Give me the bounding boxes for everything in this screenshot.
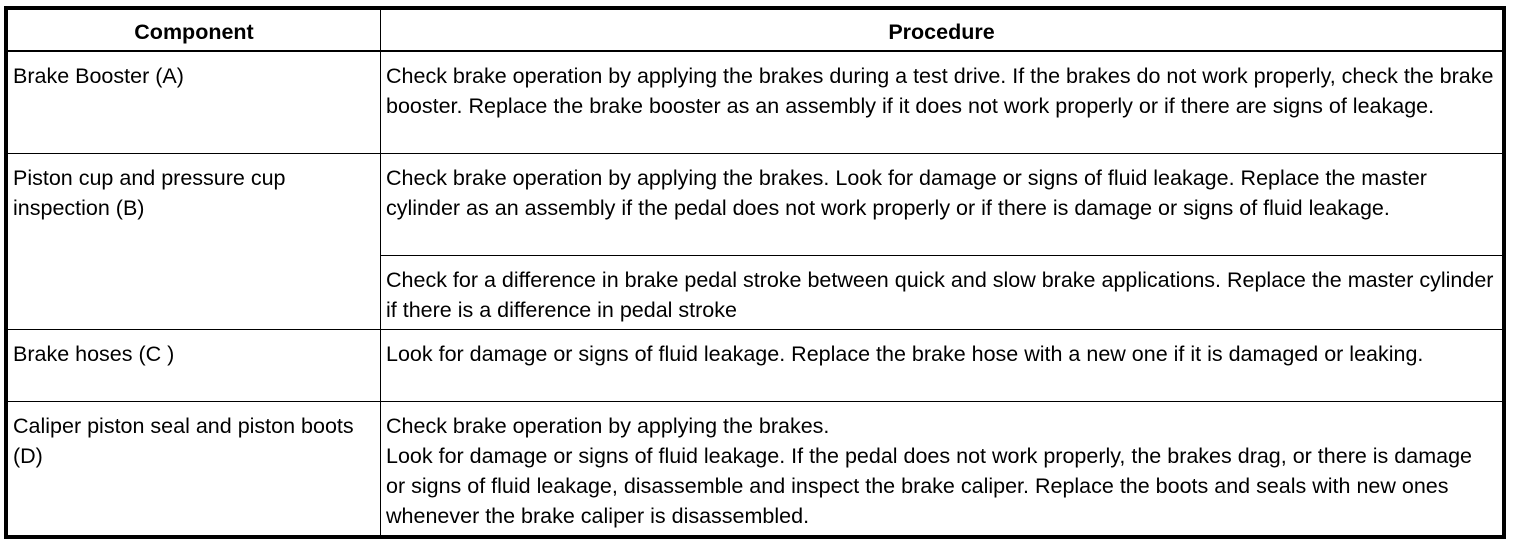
procedure-cell: Check brake operation by applying the brakes. Look for damage or signs of fluid leakage. Replace the master cylinder as an assembly if the pedal does not work properly or if there is damage or signs of fluid leakage. (381, 154, 1503, 256)
header-component: Component (8, 10, 381, 52)
component-cell: Brake hoses (C ) (8, 330, 381, 402)
procedure-cell: Check brake operation by applying the brakes during a test drive. If the brakes do not work properly, check the brake booster. Replace the brake booster as an assembly if it does not work properly or if there are signs of leakage. (381, 51, 1503, 154)
procedure-cell (381, 402, 1503, 536)
table-row (8, 51, 1503, 154)
table-header-row (8, 10, 1503, 52)
table-row (8, 154, 1503, 256)
component-cell: Piston cup and pressure cup inspection (B) (8, 154, 381, 330)
procedure-line: Check brake operation by applying the brakes. (386, 414, 830, 438)
inspection-table-frame (4, 6, 1506, 539)
component-cell: Brake Booster (A) (8, 51, 381, 154)
table-row (8, 330, 1503, 402)
table-row (8, 402, 1503, 536)
brake-inspection-table (7, 9, 1503, 536)
procedure-cell: Look for damage or signs of fluid leakage. Replace the brake hose with a new one if it is damaged or leaking. (381, 330, 1503, 402)
procedure-cell: Check for a difference in brake pedal stroke between quick and slow brake applications. Replace the master cylinder if there is a difference in pedal stroke (381, 256, 1503, 330)
header-procedure: Procedure (381, 10, 1503, 52)
component-cell: Caliper piston seal and piston boots (D) (8, 402, 381, 536)
procedure-line: Look for damage or signs of fluid leakage. If the pedal does not work properly, the brakes drag, or there is damage or signs of fluid leakage, disassemble and inspect the brake caliper. Replace the boots and seals with new ones whenever the brake caliper is disassembled. (386, 444, 1472, 528)
